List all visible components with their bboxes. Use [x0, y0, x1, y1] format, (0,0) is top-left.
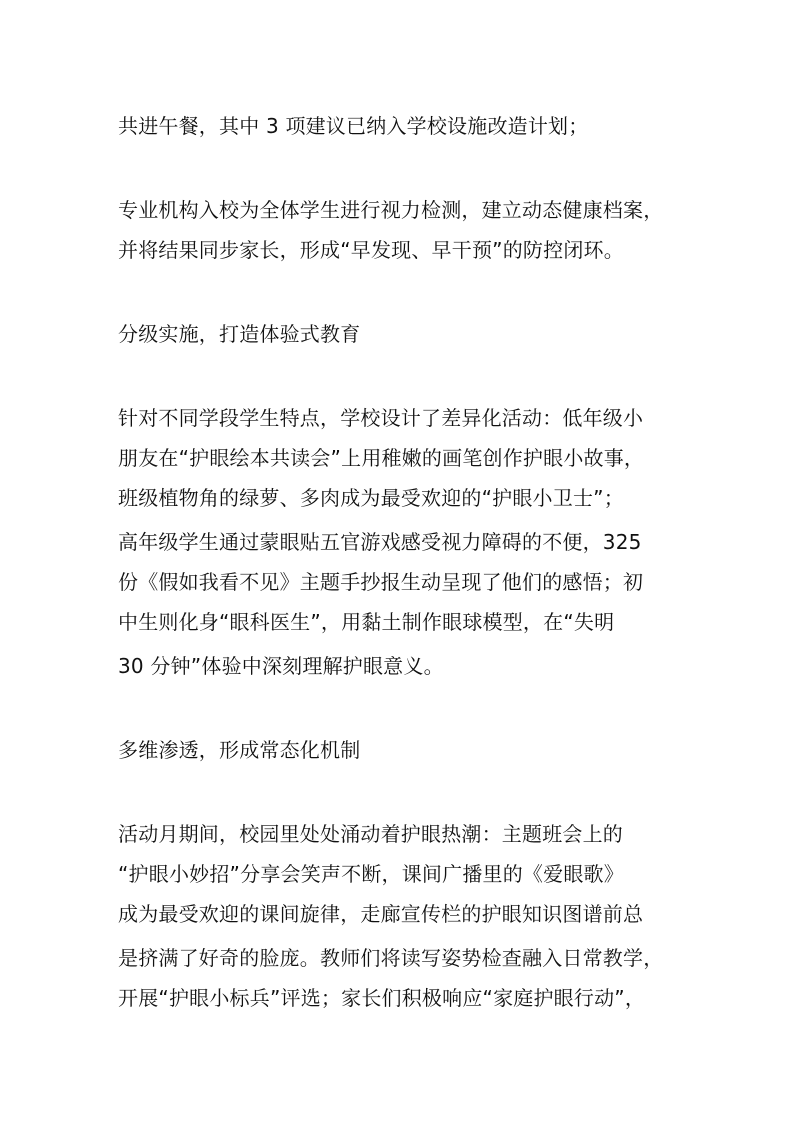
section-heading-2: 多维渗透，形成常态化机制 [118, 738, 361, 762]
paragraph-4-line-3: 成为最受欢迎的课间旋律，走廊宣传栏的护眼知识图谱前总 [118, 902, 644, 926]
paragraph-4-line-4: 是挤满了好奇的脸庞。教师们将读写姿势检查融入日常教学， [118, 946, 664, 970]
paragraph-3-line-3: 班级植物角的绿萝、多肉成为最受欢迎的“护眼小卫士”； [118, 486, 624, 510]
paragraph-3-line-5: 份《假如我看不见》主题手抄报生动呈现了他们的感悟；初 [118, 570, 644, 594]
paragraph-3-line-2: 朋友在“护眼绘本共读会”上用稚嫩的画笔创作护眼小故事， [118, 446, 645, 470]
paragraph-4-line-1: 活动月期间，校园里处处涌动着护眼热潮：主题班会上的 [118, 822, 623, 846]
paragraph-2-line-1: 专业机构入校为全体学生进行视力检测，建立动态健康档案， [118, 198, 664, 222]
paragraph-4-line-2: “护眼小妙招”分享会笑声不断，课间广播里的《爱眼歌》 [118, 862, 624, 886]
paragraph-4-line-5: 开展“护眼小标兵”评选；家长们积极响应“家庭护眼行动”， [118, 986, 646, 1010]
paragraph-3-line-4: 高年级学生通过蒙眼贴五官游戏感受视力障碍的不便，325 [118, 530, 642, 554]
paragraph-1-line-1: 共进午餐，其中 3 项建议已纳入学校设施改造计划； [118, 114, 589, 138]
paragraph-3-line-1: 针对不同学段学生特点，学校设计了差异化活动：低年级小 [118, 406, 644, 430]
section-heading-1: 分级实施，打造体验式教育 [118, 322, 361, 346]
paragraph-3-line-7: 30 分钟”体验中深刻理解护眼意义。 [118, 654, 444, 678]
paragraph-2-line-2: 并将结果同步家长，形成“早发现、早干预”的防控闭环。 [118, 238, 624, 262]
paragraph-3-line-6: 中生则化身“眼科医生”，用黏土制作眼球模型，在“失明 [118, 610, 615, 634]
